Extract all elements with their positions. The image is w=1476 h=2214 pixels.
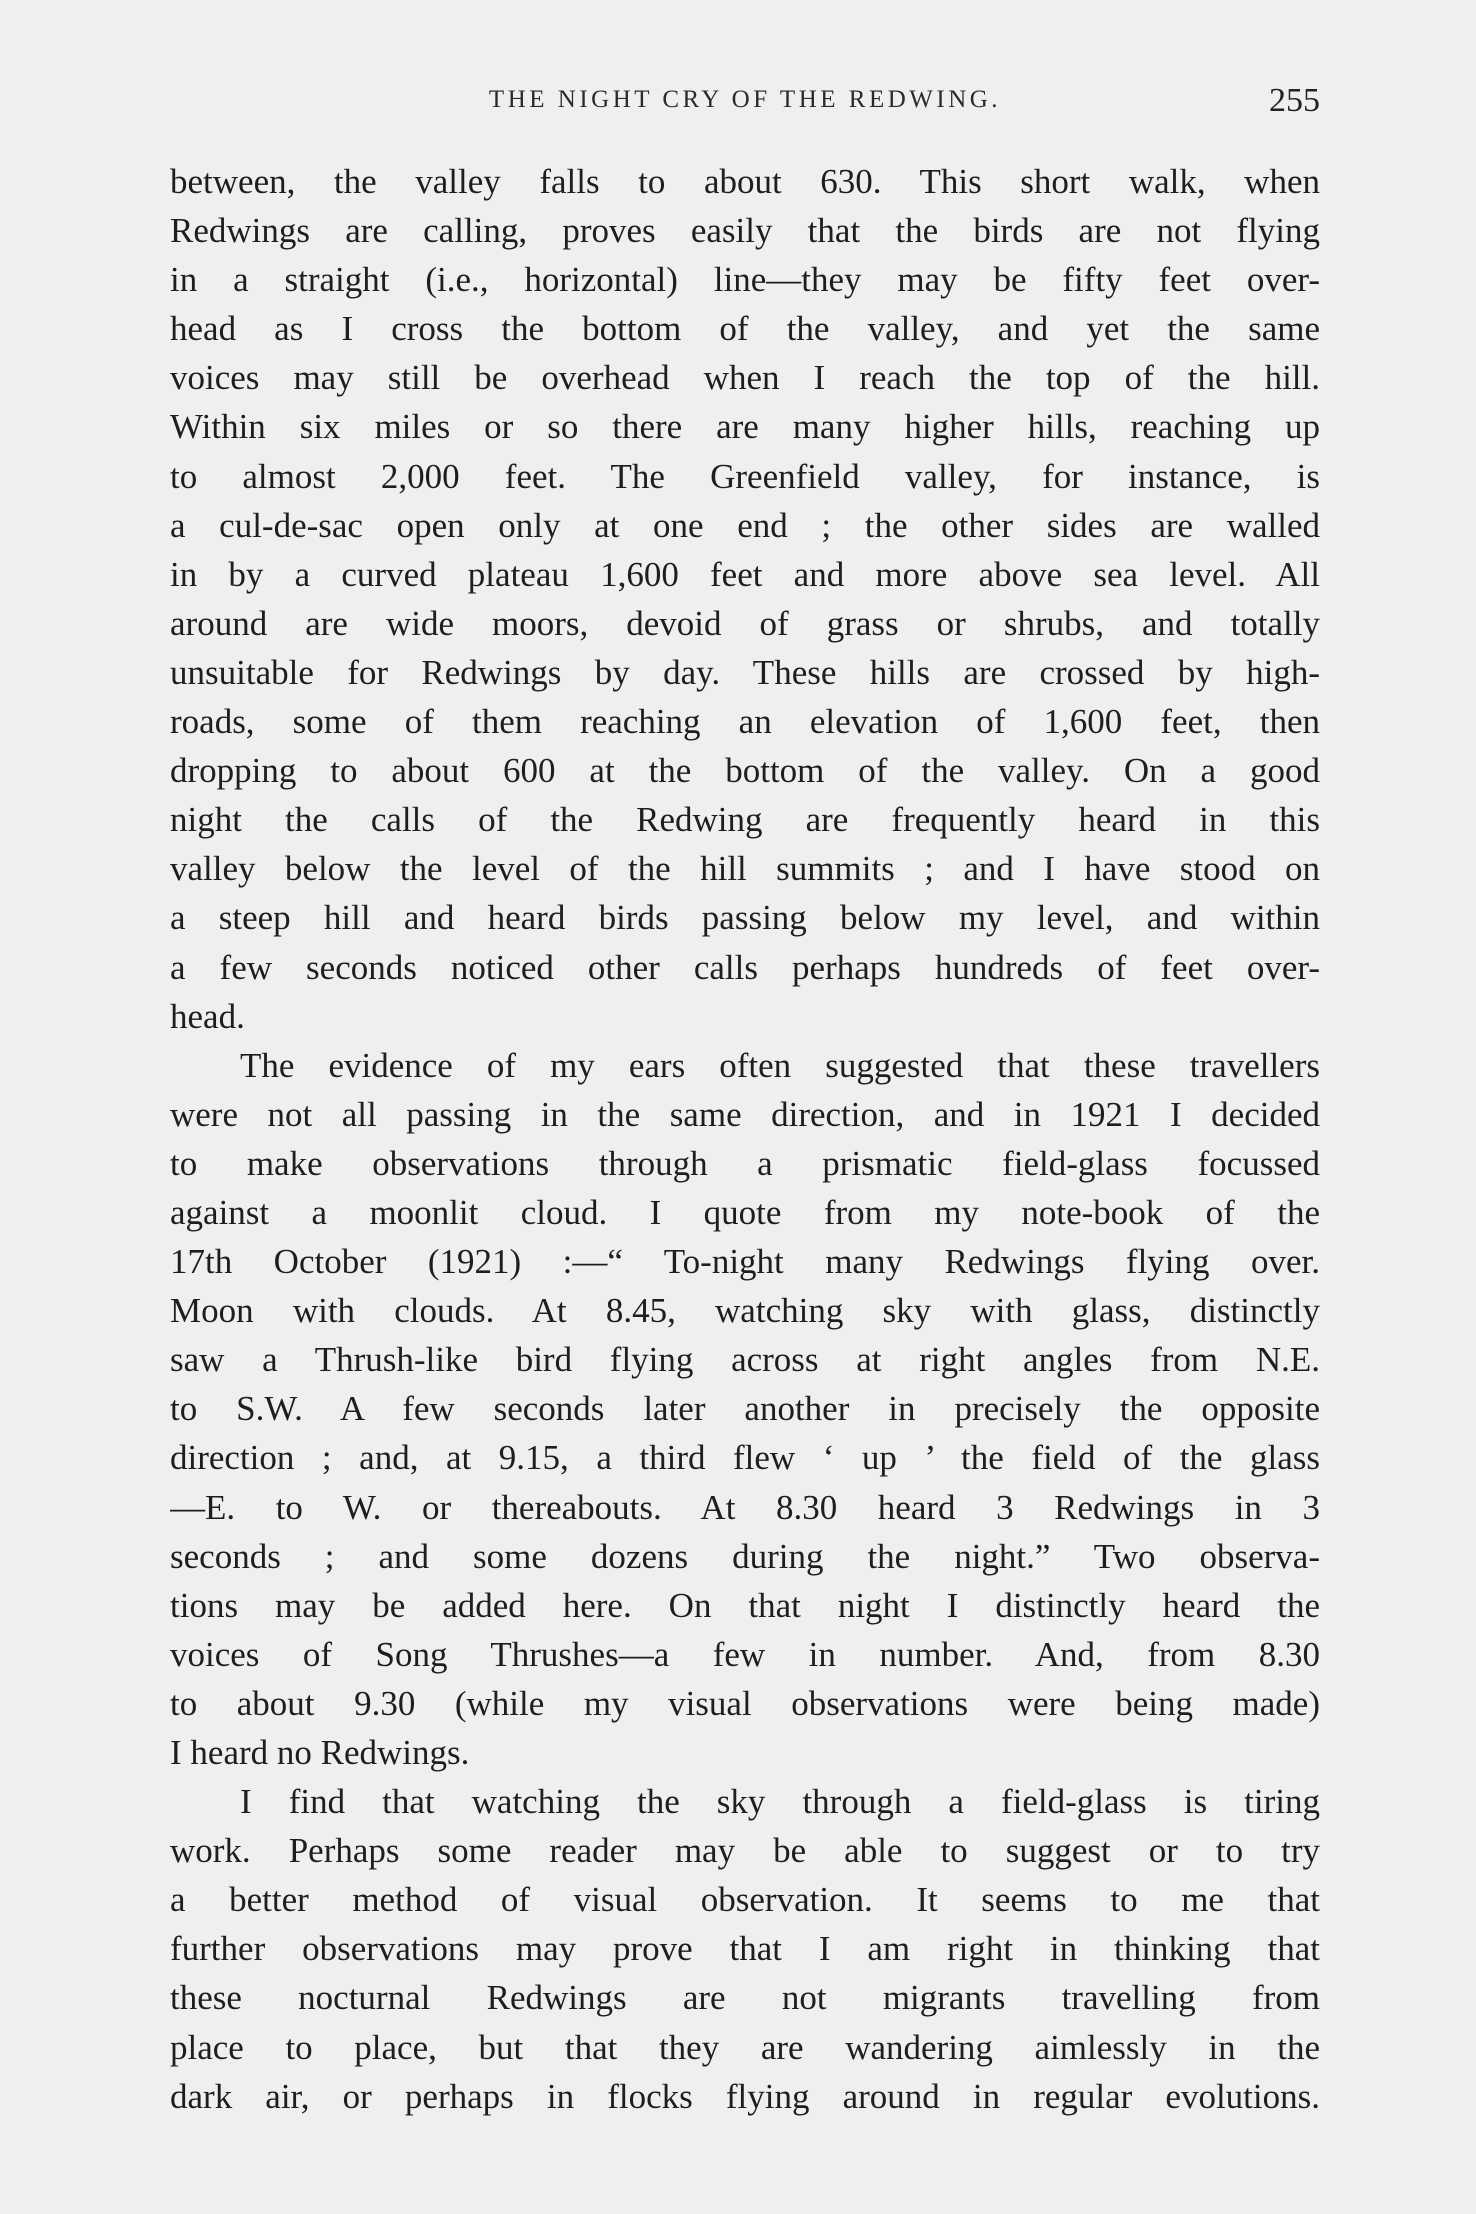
text-line: 17th October (1921) :—“ To-night many Redwings flying over.: [170, 1242, 1320, 1282]
text-line: The evidence of my ears often suggested that these travellers: [240, 1045, 1320, 1085]
text-line: in a straight (i.e., horizontal) line—they may be fifty feet over-: [170, 260, 1320, 300]
text-line: a steep hill and heard birds passing below my level, and within: [170, 898, 1320, 938]
text-line: seconds ; and some dozens during the night.” Two observa-: [170, 1536, 1320, 1576]
paragraph: [170, 1777, 1320, 2121]
text-line: roads, some of them reaching an elevation of 1,600 feet, then: [170, 702, 1320, 742]
text-line: voices may still be overhead when I reach the top of the hill.: [170, 358, 1320, 398]
text-line: dark air, or perhaps in flocks flying around in regular evolutions.: [170, 2076, 1320, 2116]
text-line: head as I cross the bottom of the valley, and yet the same: [170, 309, 1320, 349]
text-line: saw a Thrush-like bird flying across at right angles from N.E.: [170, 1340, 1320, 1380]
text-line: around are wide moors, devoid of grass or shrubs, and totally: [170, 603, 1320, 643]
text-line: in by a curved plateau 1,600 feet and more above sea level. All: [170, 554, 1320, 594]
text-line: to make observations through a prismatic field-glass focussed: [170, 1143, 1320, 1183]
text-line: to almost 2,000 feet. The Greenfield valley, for instance, is: [170, 456, 1320, 496]
paragraph: [170, 1041, 1320, 1777]
text-line: a cul-de-sac open only at one end ; the other sides are walled: [170, 505, 1320, 545]
text-line: —E. to W. or thereabouts. At 8.30 heard 3 Redwings in 3: [170, 1487, 1320, 1527]
text-line: to about 9.30 (while my visual observations were being made): [170, 1683, 1320, 1723]
text-line: Moon with clouds. At 8.45, watching sky with glass, distinctly: [170, 1291, 1320, 1331]
page-header: [170, 82, 1320, 126]
text-line: further observations may prove that I am right in thinking that: [170, 1929, 1320, 1969]
text-line: against a moonlit cloud. I quote from my note-book of the: [170, 1192, 1320, 1232]
text-line: between, the valley falls to about 630. This short walk, when: [170, 162, 1320, 201]
text-line: a few seconds noticed other calls perhaps hundreds of feet over-: [170, 947, 1320, 987]
text-line: direction ; and, at 9.15, a third flew ‘ up ’ the field of the glass: [170, 1438, 1320, 1478]
body-text: [170, 157, 1320, 2121]
text-line: head.: [170, 996, 245, 1036]
text-line: I heard no Redwings.: [170, 1733, 470, 1772]
running-title: THE NIGHT CRY OF THE REDWING.: [488, 86, 1002, 113]
text-line: these nocturnal Redwings are not migrants travelling from: [170, 1978, 1320, 2018]
text-line: Within six miles or so there are many higher hills, reaching up: [170, 407, 1320, 447]
text-line: place to place, but that they are wandering aimlessly in the: [170, 2027, 1320, 2067]
text-line: to S.W. A few seconds later another in precisely the opposite: [170, 1389, 1320, 1429]
text-line: night the calls of the Redwing are frequently heard in this: [170, 800, 1320, 840]
text-line: valley below the level of the hill summits ; and I have stood on: [170, 849, 1320, 889]
text-line: I find that watching the sky through a field-glass is tiring: [240, 1782, 1320, 1822]
text-line: a better method of visual observation. It seems to me that: [170, 1880, 1320, 1920]
text-line: unsuitable for Redwings by day. These hills are crossed by high-: [170, 652, 1320, 692]
text-line: work. Perhaps some reader may be able to suggest or to try: [170, 1831, 1320, 1871]
text-line: were not all passing in the same direction, and in 1921 I decided: [170, 1094, 1320, 1134]
page-number: 255: [1269, 82, 1320, 119]
text-line: Redwings are calling, proves easily that the birds are not flying: [170, 211, 1320, 251]
text-line: dropping to about 600 at the bottom of the valley. On a good: [170, 751, 1320, 791]
text-line: voices of Song Thrushes—a few in number. And, from 8.30: [170, 1634, 1320, 1674]
paragraph: [170, 157, 1320, 1041]
text-line: tions may be added here. On that night I distinctly heard the: [170, 1585, 1320, 1625]
